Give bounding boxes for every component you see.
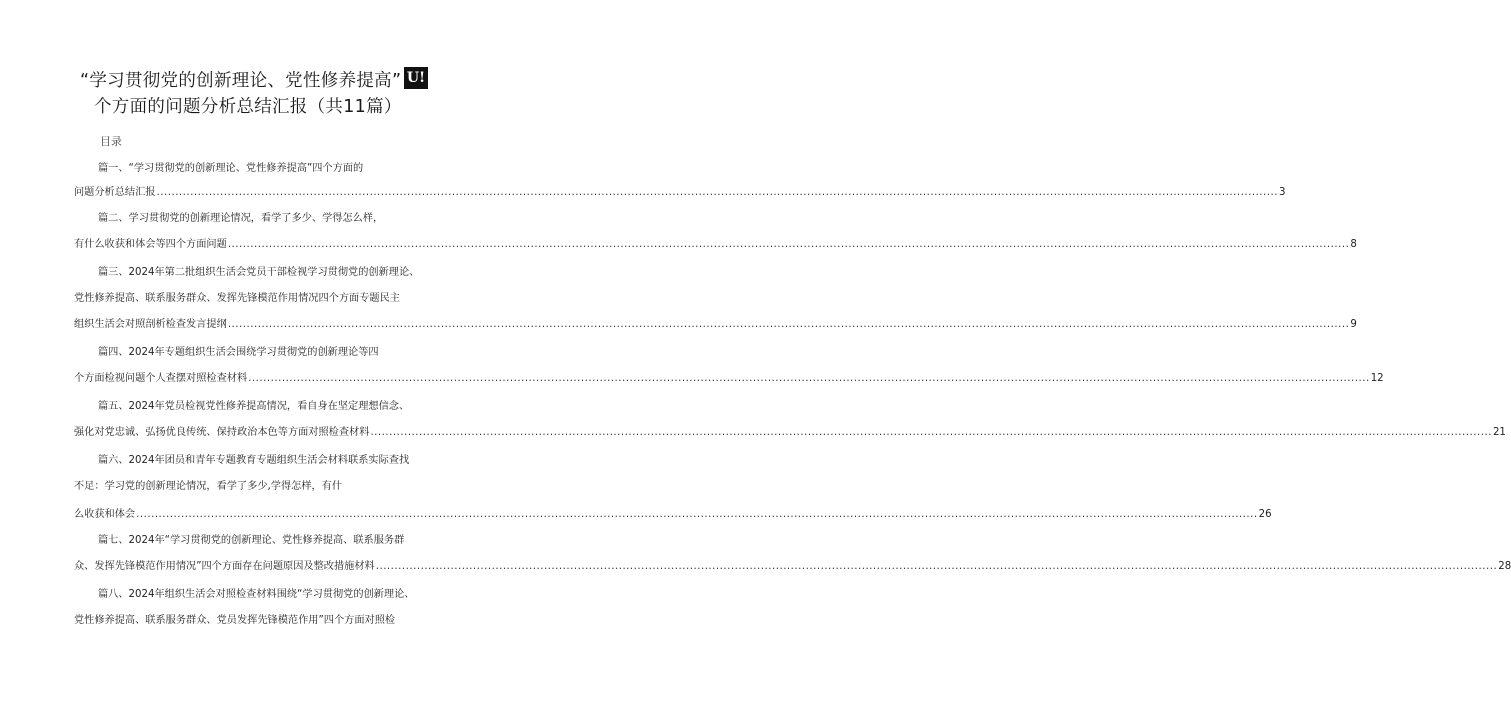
toc-page-number: 12 [1370,373,1384,384]
toc-leader-dots: ............................................................................................................................................................................................................................................................................................................ [375,561,1498,572]
toc-entry-text: 强化对党忠诚、弘扬优良传统、保持政治本色等方面对照检查材料 [74,427,370,438]
toc-page-number: 26 [1258,509,1272,520]
toc-entry-8-line-1[interactable] [98,588,432,602]
document-title [80,68,410,120]
toc-entry-6-line-2[interactable] [74,480,432,494]
toc-entry-4-line-2[interactable] [74,372,1384,386]
toc-entry-text: 问题分析总结汇报 [74,187,156,198]
toc-entry-2-line-1[interactable] [98,212,432,226]
toc-leader-dots: ............................................................................................................................................................................................................................................................................................................ [136,509,1258,520]
toc-entry-5-line-1[interactable] [98,400,432,414]
toc-leader-dots: ............................................................................................................................................................................................................................................................................................................ [248,373,1370,384]
toc-entry-text: 党性修养提高、联系服务群众、发挥先锋模范作用情况四个方面专题民主 [74,293,400,304]
toc-entry-text: 篇七、2024年“学习贯彻党的创新理论、党性修养提高、联系服务群 [98,535,405,546]
toc-entry-text: 个方面检视问题个人查摆对照检查材料 [74,373,248,384]
toc-entry-7-line-1[interactable] [98,534,432,548]
toc-page-number: 3 [1279,187,1286,198]
toc-entry-8-line-2[interactable] [74,614,432,628]
toc-entry-1-line-1[interactable] [98,162,432,176]
toc-leader-dots: ............................................................................................................................................................................................................................................................................................................ [370,427,1492,438]
toc-entry-2-line-2[interactable] [74,238,1357,252]
toc-entry-text: 篇三、2024年第二批组织生活会党员干部检视学习贯彻党的创新理论、 [98,267,420,278]
toc-entry-3-line-2[interactable] [74,292,432,306]
toc-entry-text: 篇一、“学习贯彻党的创新理论、党性修养提高”四个方面的 [98,163,364,174]
toc-entry-text: 篇八、2024年组织生活会对照检查材料围绕“学习贯彻党的创新理论、 [98,589,415,600]
toc-entry-3-line-1[interactable] [98,266,432,280]
toc-entry-4-line-1[interactable] [98,346,432,360]
toc-page-number: 8 [1350,239,1357,250]
toc-entry-text: 篇四、2024年专题组织生活会围绕学习贯彻党的创新理论等四 [98,347,379,358]
toc-page-number: 9 [1350,319,1357,330]
toc-entry-6-line-3[interactable] [74,508,1272,522]
toc-entry-text: 组织生活会对照剖析检查发言提纲 [74,319,227,330]
toc-entry-5-line-2[interactable] [74,426,1506,440]
toc-leader-dots: ............................................................................................................................................................................................................................................................................................................ [156,187,1278,198]
title-line-2: 个方面的问题分析总结汇报（共11篇） [94,97,402,117]
toc-entry-text: 有什么收获和体会等四个方面问题 [74,239,227,250]
toc-entry-text: 篇二、学习贯彻党的创新理论情况，看学了多少、学得怎么样， [98,213,384,224]
toc-leader-dots: ............................................................................................................................................................................................................................................................................................................ [227,239,1350,250]
toc-entry-text: 么收获和体会 [74,509,136,520]
toc-entry-text: 不足：学习党的创新理论情况，看学了多少,学得怎样，有什 [74,481,343,492]
toc-page-number: 21 [1492,427,1506,438]
toc-leader-dots: ............................................................................................................................................................................................................................................................................................................ [227,319,1350,330]
toc-entry-1-line-2[interactable] [74,186,1286,200]
toc-entry-text: 众、发挥先锋模范作用情况”四个方面存在问题原因及整改措施材料 [74,561,375,572]
watermark-logo: U! [404,67,428,89]
toc-entry-3-line-3[interactable] [74,318,1357,332]
toc-entry-text: 党性修养提高、联系服务群众、党员发挥先锋模范作用”四个方面对照检 [74,615,396,626]
toc-page-number: 28 [1498,561,1511,572]
toc-entry-7-line-2[interactable] [74,560,1511,574]
toc-entry-6-line-1[interactable] [98,454,432,468]
toc-entry-text: 篇六、2024年团员和青年专题教育专题组织生活会材料联系实际查找 [98,455,410,466]
toc-entry-text: 篇五、2024年党员检视党性修养提高情况，看自身在坚定理想信念、 [98,401,410,412]
title-line-1: “学习贯彻党的创新理论、党性修养提高” [80,71,402,91]
toc-heading: 目录 [100,135,122,148]
